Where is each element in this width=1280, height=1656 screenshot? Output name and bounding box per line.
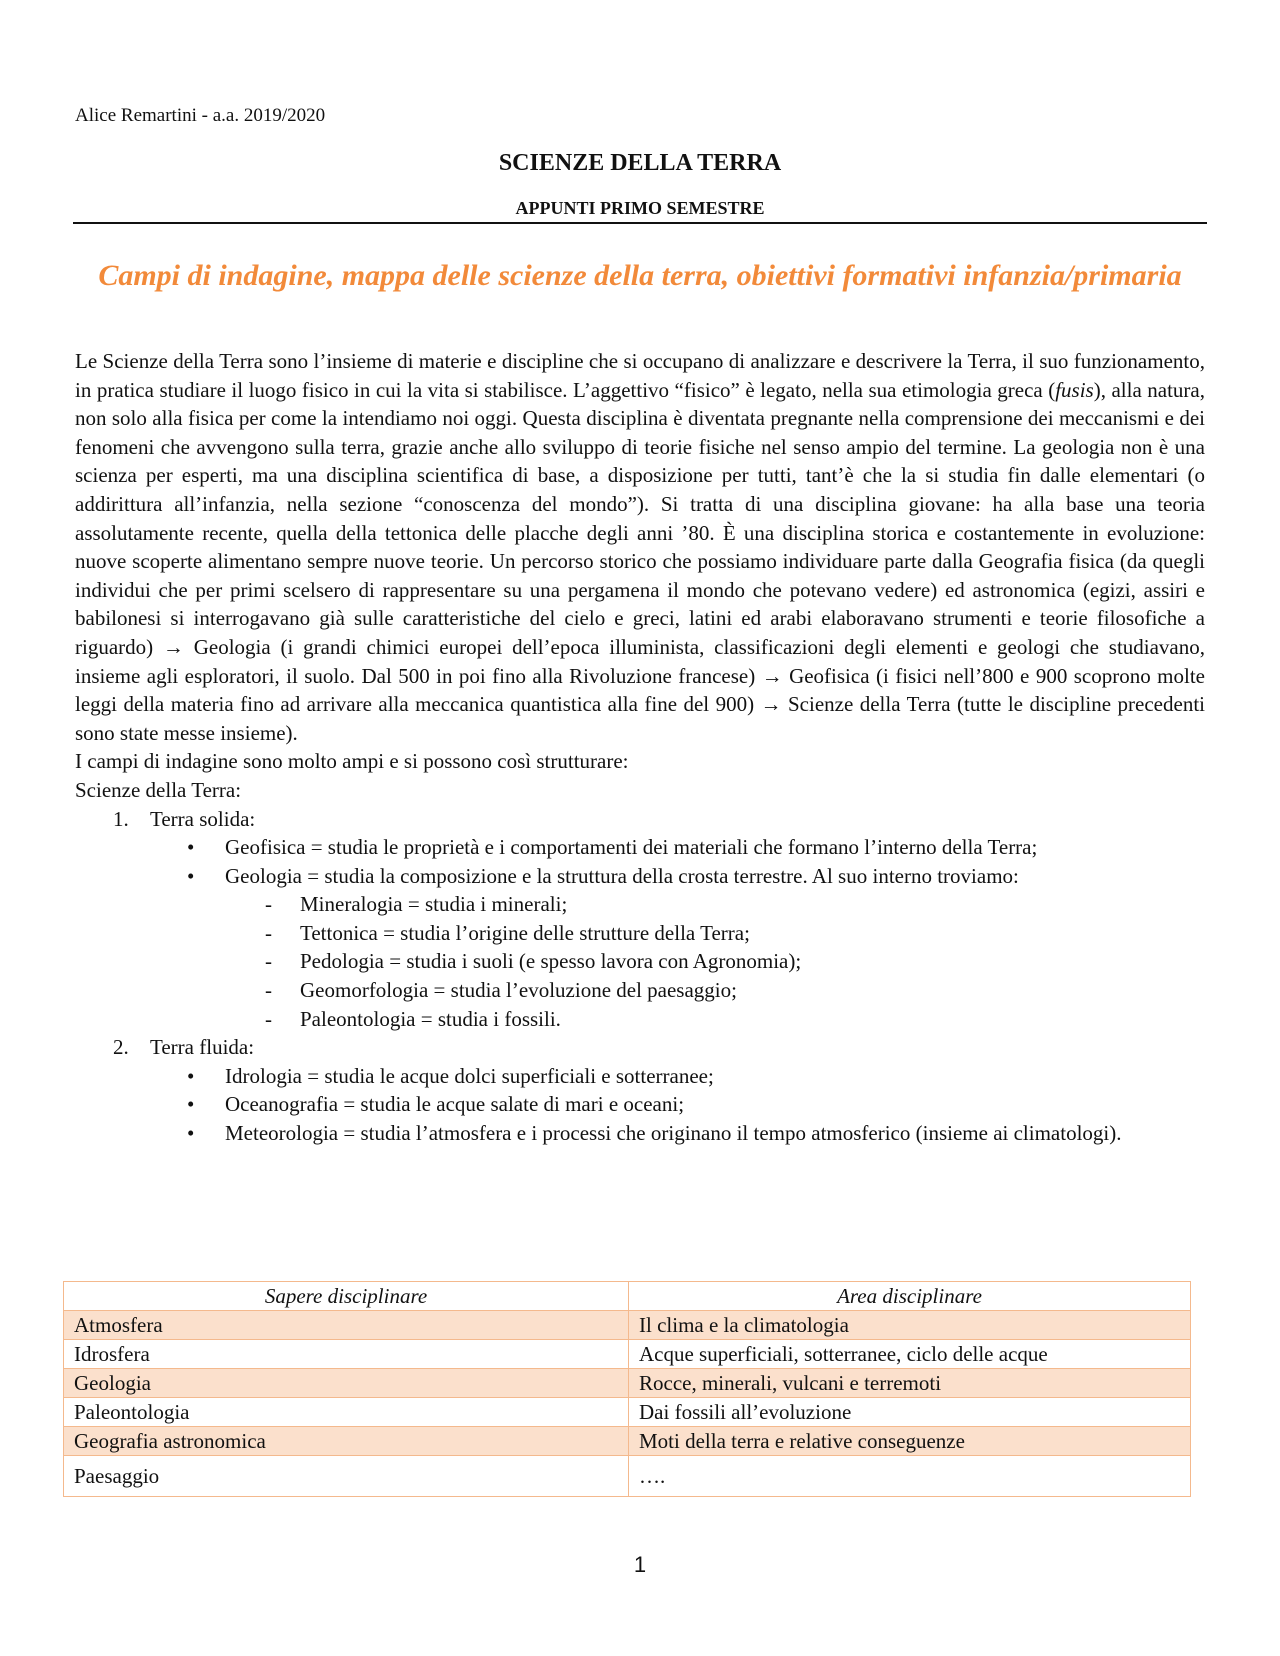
sublist-container <box>75 1062 1205 1148</box>
list-item-text: Meteorologia = studia l’atmosfera e i processi che originano il tempo atmosferico (insieme ai climatologi). <box>225 1121 1122 1146</box>
header-divider <box>73 222 1207 224</box>
sublist-container <box>75 833 1205 1033</box>
list-number: 1. <box>113 806 129 831</box>
list-item-text: Oceanografia = studia le acque salate di mari e oceani; <box>225 1092 685 1117</box>
table-row <box>64 1456 1191 1497</box>
table-row <box>64 1369 1191 1398</box>
body-text <box>75 347 1205 1148</box>
dash-icon: - <box>265 1006 272 1031</box>
list-item <box>75 890 1205 919</box>
list-item <box>75 1005 1205 1034</box>
lead-line: I campi di indagine sono molto ampi e si possono così strutturare: <box>75 749 629 774</box>
list-item-label: Terra fluida: <box>150 1035 255 1060</box>
intro-part-2: ), alla natura, non solo alla fisica per come la intendiamo noi oggi. Questa disciplina è diventata pregnante nella comprensione dei meccanismi e dei fenomeni che avvengono sulla terra, grazie anche allo sviluppo di teorie fisiche nel senso ampio del termine. La geologia non è una scienza per esperti, ma una disciplina scientifica di base, a disposizione per tutti, tant’è che la si studia fin dalle elementari (o addirittura all’infanzia, nella sezione “conoscenza del mondo”). Si tratta di una disciplina giovane: ha alla base una teoria assolutamente recente, quella della tettonica delle placche degli anni ’80. È una disciplina storica e costantemente in evoluzione: nuove scoperte alimentano sempre nuove teorie. Un percorso storico che possiamo individuare parte dalla Geografia fisica (da quegli individui che per primi scelsero di rappresentare su una pergamena il mondo che potevano vedere) ed astronomica (egizi, assiri e babilonesi si interrogavano già sulle caratteristiche del cielo e greci, latini ed arabi elaboravano strumenti e teorie filosofiche a riguardo) → Geologia (i grandi chimici europei dell’epoca illuminista, classificazioni degli elementi e geologi che studiavano, insieme agli esploratori, il suolo. Dal 500 in poi fino alla Rivoluzione francese) → Geofisica (i fisici nell’800 e 900 scoprono molte leggi della materia fino ad arrivare alla meccanica quantistica alla fine del 900) → Scienze della Terra (tutte le discipline precedenti sono state messe insieme). <box>75 377 1205 745</box>
dash-icon: - <box>265 949 272 974</box>
terra-solida-sublist <box>75 833 1205 890</box>
document-subtitle: APPUNTI PRIMO SEMESTRE <box>515 198 765 218</box>
list-item-text: Mineralogia = studia i minerali; <box>300 892 568 917</box>
list-item <box>75 976 1205 1005</box>
list-item <box>75 1062 1205 1091</box>
fields-list <box>75 805 1205 1148</box>
intro-paragraph <box>75 347 1205 747</box>
geologia-sublist <box>75 890 1205 1033</box>
list-item <box>75 1090 1205 1119</box>
list-item <box>75 1119 1205 1148</box>
table-header-cell: Area disciplinare <box>629 1282 1191 1311</box>
list-item-label: Terra solida: <box>150 806 256 831</box>
intro-emphasis: fusis <box>1055 377 1094 402</box>
dash-icon: - <box>265 920 272 945</box>
list-item-text: Idrologia = studia le acque dolci superficiali e sotterranee; <box>225 1063 714 1088</box>
list-item <box>75 833 1205 862</box>
list-item-text: Paleontologia = studia i fossili. <box>300 1006 561 1031</box>
document-title: SCIENZE DELLA TERRA <box>498 150 782 176</box>
table-row <box>64 1311 1191 1340</box>
list-item <box>75 919 1205 948</box>
table-cell: Rocce, minerali, vulcani e terremoti <box>629 1369 1191 1398</box>
list-item-text: Geomorfologia = studia l’evoluzione del paesaggio; <box>300 978 737 1003</box>
section-heading: Campi di indagine, mappa delle scienze della terra, obiettivi formativi infanzia/primaria <box>98 259 1182 292</box>
table-cell: Paesaggio <box>64 1456 629 1497</box>
list-item-text: Tettonica = studia l’origine delle strutture della Terra; <box>300 920 750 945</box>
list-number: 2. <box>113 1035 129 1060</box>
list-item-terra-fluida <box>75 1033 1205 1062</box>
list-item-text: Geologia = studia la composizione e la struttura della crosta terrestre. Al suo interno troviamo: <box>225 863 1019 888</box>
table-cell: Idrosfera <box>64 1340 629 1369</box>
table-header-cell: Sapere disciplinare <box>64 1282 629 1311</box>
list-item-text: Pedologia = studia i suoli (e spesso lavora con Agronomia); <box>300 949 802 974</box>
table-cell: Paleontologia <box>64 1398 629 1427</box>
author-line: Alice Remartini - a.a. 2019/2020 <box>75 105 326 126</box>
bullet-icon: • <box>187 835 195 860</box>
list-item-text: Geofisica = studia le proprietà e i comportamenti dei materiali che formano l’interno della Terra; <box>225 835 1038 860</box>
list-item <box>75 862 1205 891</box>
list-item <box>75 947 1205 976</box>
table-cell: Geologia <box>64 1369 629 1398</box>
table-cell: Atmosfera <box>64 1311 629 1340</box>
table-cell: Il clima e la climatologia <box>629 1311 1191 1340</box>
bullet-icon: • <box>187 1121 195 1146</box>
table-header-row <box>64 1282 1191 1311</box>
list-item-terra-solida <box>75 805 1205 834</box>
terra-fluida-sublist <box>75 1062 1205 1148</box>
disciplines-table <box>63 1281 1191 1497</box>
bullet-icon: • <box>187 863 195 888</box>
table-cell: …. <box>629 1456 1191 1497</box>
bullet-icon: • <box>187 1092 195 1117</box>
dash-icon: - <box>265 892 272 917</box>
table-cell: Acque superficiali, sotterranee, ciclo delle acque <box>629 1340 1191 1369</box>
intro-part-1: Le Scienze della Terra sono l’insieme di materie e discipline che si occupano di analizzare e descrivere la Terra, il suo funzionamento, in pratica studiare il luogo fisico in cui la vita si stabilisce. L’aggettivo “fisico” è legato, nella sua etimologia greca ( <box>75 349 1205 402</box>
table-row <box>64 1398 1191 1427</box>
page-number: 1 <box>633 1552 647 1577</box>
list-title: Scienze della Terra: <box>75 777 242 802</box>
table-cell: Dai fossili all’evoluzione <box>629 1398 1191 1427</box>
table-cell: Geografia astronomica <box>64 1427 629 1456</box>
dash-icon: - <box>265 978 272 1003</box>
table-row <box>64 1427 1191 1456</box>
table-row <box>64 1340 1191 1369</box>
bullet-icon: • <box>187 1063 195 1088</box>
table-cell: Moti della terra e relative conseguenze <box>629 1427 1191 1456</box>
